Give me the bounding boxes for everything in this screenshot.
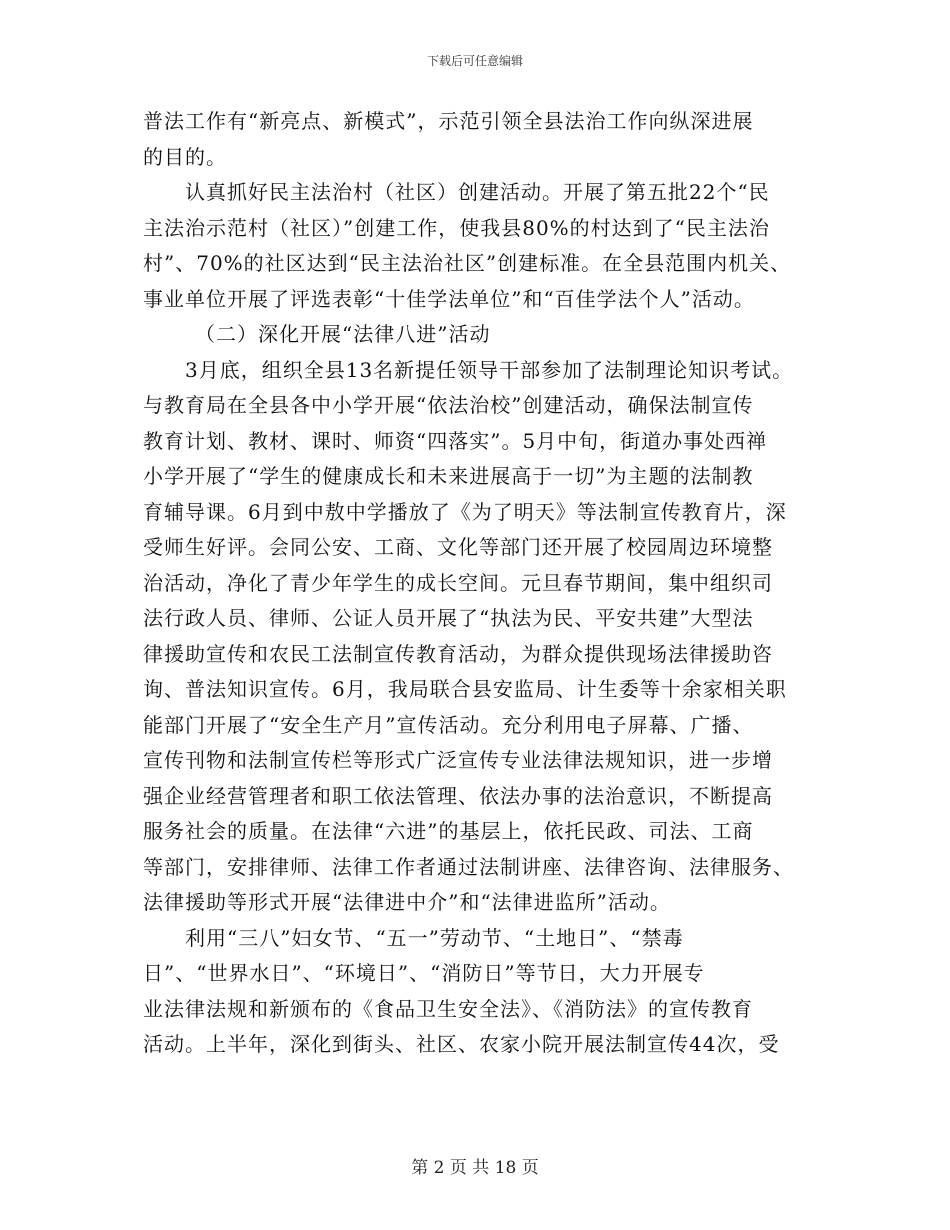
text-line: 服务社会的质量。在法律“六进”的基层上，依托民政、司法、工商 xyxy=(143,819,754,843)
text-line: 事业单位开展了评选表彰“十佳学法单位”和“百佳学法个人”活动。 xyxy=(143,286,755,311)
text-line: 法行政人员、律师、公证人员开展了“执法为民、平安共建”大型法 xyxy=(143,606,754,630)
page-footer: 第 2 页 共 18 页 xyxy=(411,1158,539,1178)
text-line: 日”、“世界水日”、“环境日”、“消防日”等节日，大力开展专 xyxy=(143,961,705,985)
text-line: 能部门开展了“安全生产月”宣传活动。充分利用电子屏幕、广播、 xyxy=(143,712,754,737)
text-line: 教育计划、教材、课时、师资“四落实”。5月中旬，街道办事处西禅 xyxy=(143,428,768,453)
page-header: 下载后可任意编辑 xyxy=(426,54,523,68)
document-body xyxy=(143,104,823,1063)
text-line: 询、普法知识宣传。6月，我局联合县安监局、计生委等十余家相关职 xyxy=(143,677,787,701)
text-line: 等部门，安排律师、法律工作者通过法制讲座、法律咨询、法律服务、 xyxy=(143,854,794,879)
text-line: 活动。上半年，深化到街头、社区、农家小院开展法制宣传44次，受 xyxy=(143,1032,780,1056)
text-line: 与教育局在全县各中小学开展“依法治校”创建活动，确保法制宣传 xyxy=(143,393,754,417)
text-line: 强企业经营管理者和职工依法管理、依法办事的法治意识，不断提高 xyxy=(143,783,773,808)
text-line: 村”、70%的社区达到“民主法治社区”创建标准。在全县范围内机关、 xyxy=(143,251,792,275)
text-line: 主法治示范村（社区）”创建工作，使我县80%的村达到了“民主法治 xyxy=(143,215,770,240)
text-line: 的目的。 xyxy=(143,144,227,169)
text-line: 业法律法规和新颁布的《食品卫生安全法》、《消防法》的宣传教育 xyxy=(143,996,753,1021)
text-line: 治活动，净化了青少年学生的成长空间。元旦春节期间，集中组织司 xyxy=(143,570,773,595)
text-line: 育辅导课。6月到中敖中学播放了《为了明天》等法制宣传教育片，深 xyxy=(143,499,787,524)
text-line: 律援助宣传和农民工法制宣传教育活动，为群众提供现场法律援助咨 xyxy=(143,641,773,666)
text-line: 小学开展了“学生的健康成长和未来进展高于一切”为主题的法制教 xyxy=(143,464,754,488)
paragraph-start-line: 利用“三八”妇女节、“五一”劳动节、“土地日”、“禁毒 xyxy=(185,925,684,950)
text-line: 普法工作有“新亮点、新模式”，示范引领全县法治工作向纵深进展 xyxy=(143,109,754,133)
text-line: 受师生好评。会同公安、工商、文化等部门还开展了校园周边环境整 xyxy=(143,535,773,559)
paragraph-start-line: 认真抓好民主法治村（社区）创建活动。开展了第五批22个“民 xyxy=(185,180,770,204)
text-line: 法律援助等形式开展“法律进中介”和“法律进监所”活动。 xyxy=(143,890,671,914)
paragraph-start-line: 3月底，组织全县13名新提任领导干部参加了法制理论知识考试。 xyxy=(185,357,794,382)
text-line: 宣传刊物和法制宣传栏等形式广泛宣传专业法律法规知识，进一步增 xyxy=(143,748,773,772)
section-heading: （二）深化开展“法律八进”活动 xyxy=(195,322,491,346)
